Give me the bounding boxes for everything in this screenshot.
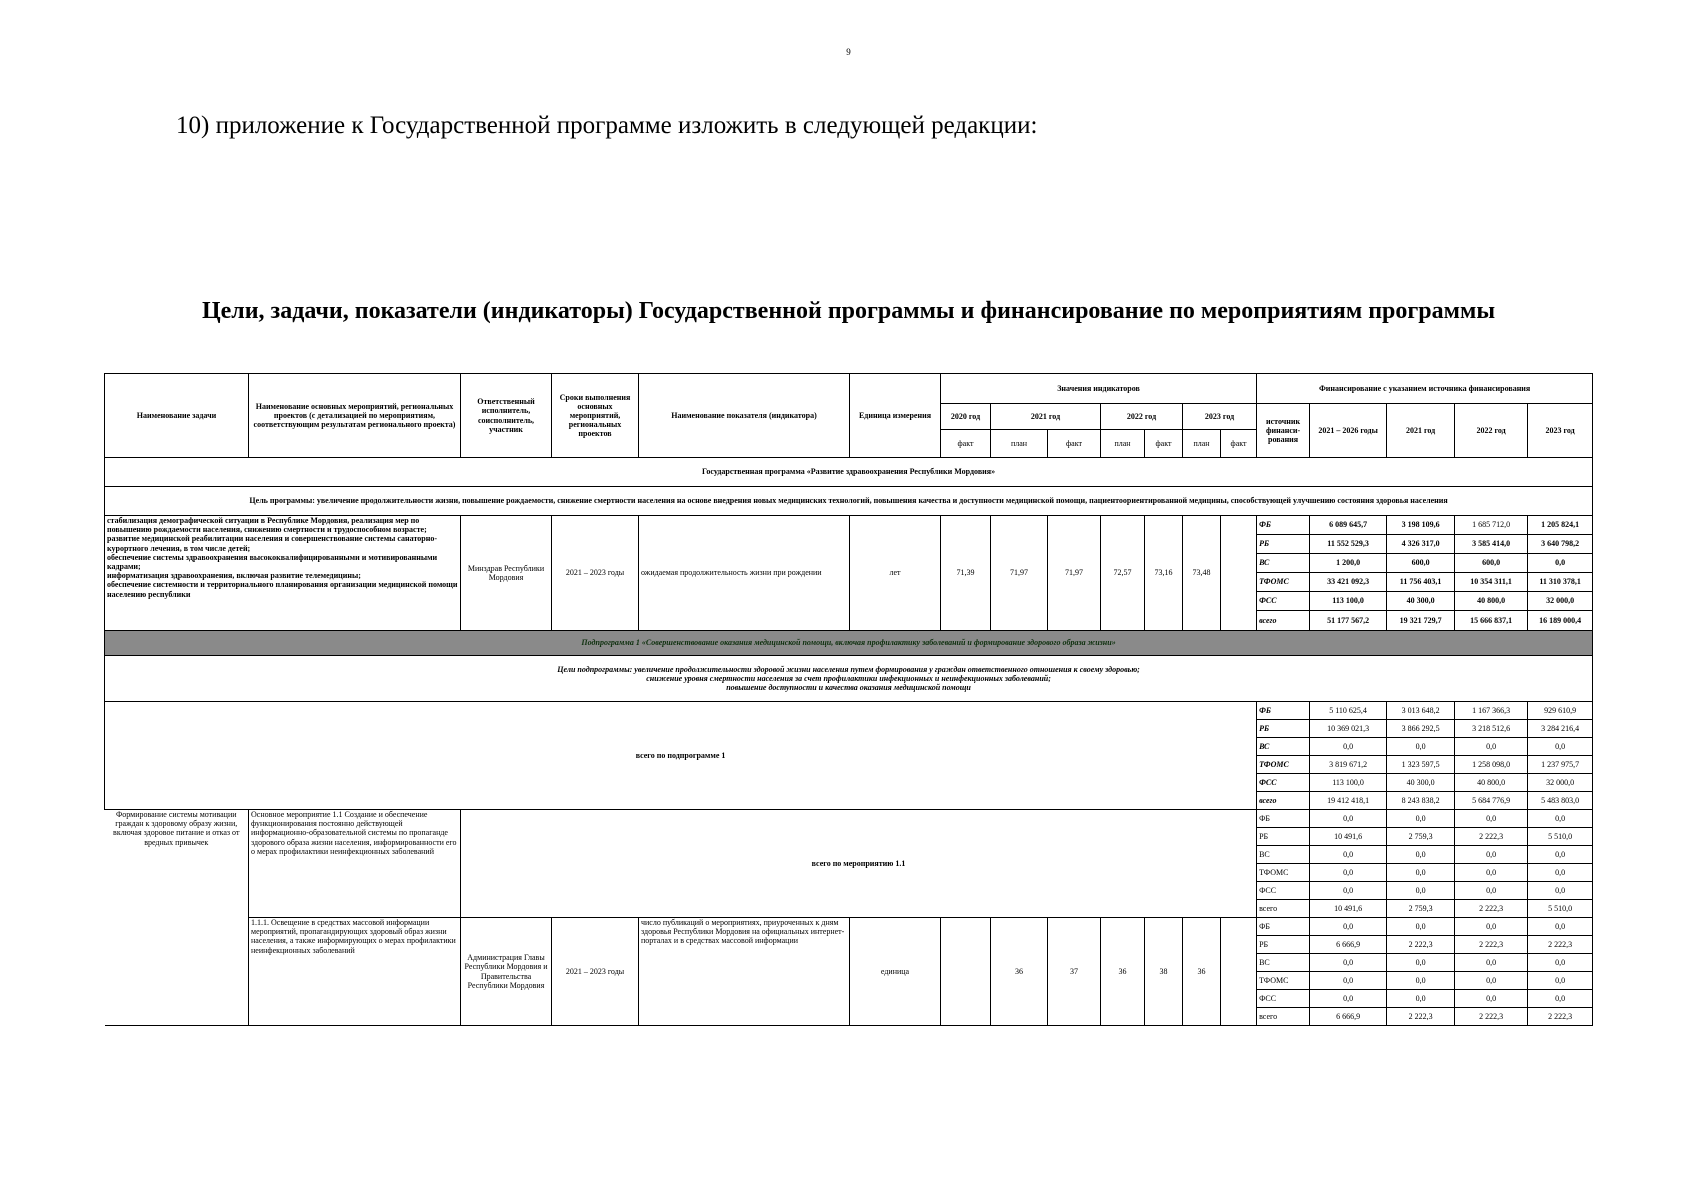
fin-cell: 0,0 <box>1528 810 1593 828</box>
measure111-value: 36 <box>1183 918 1221 1026</box>
measure111-row-0 <box>105 918 1593 936</box>
program-goal: Цель программы: увеличение продолжительности жизни, повышение рождаемости, снижение смертности населения на основе внедрения новых медицинских технологий, повышения качества и доступности медицинской помощи, пациентоориентированной медицины, способствующей улучшению состояния здоровья населения <box>105 487 1593 516</box>
fin-source: ФСС <box>1257 882 1310 900</box>
header-source: источник финанси-рования <box>1257 404 1310 458</box>
fin-cell: 3 585 414,0 <box>1455 535 1528 554</box>
fin-cell: 19 321 729,7 <box>1387 611 1455 631</box>
fin-cell: 10 491,6 <box>1310 900 1387 918</box>
fin-cell: 0,0 <box>1310 738 1387 756</box>
fin-cell: 0,0 <box>1310 990 1387 1008</box>
fin-source: ВС <box>1257 738 1310 756</box>
fin-cell: 1 167 366,3 <box>1455 702 1528 720</box>
fin-cell: 6 666,9 <box>1310 1008 1387 1026</box>
block1-unit: лет <box>850 516 941 631</box>
fin-cell: 0,0 <box>1528 882 1593 900</box>
fin-cell: 10 369 021,3 <box>1310 720 1387 738</box>
fin-cell: 0,0 <box>1310 918 1387 936</box>
fin-cell: 5 510,0 <box>1528 900 1593 918</box>
fin-cell: 0,0 <box>1455 738 1528 756</box>
fin-cell: 1 237 975,7 <box>1528 756 1593 774</box>
measure111-value: 37 <box>1048 918 1101 1026</box>
fin-cell: 0,0 <box>1455 882 1528 900</box>
header-fin-2022: 2022 год <box>1455 404 1528 458</box>
fin-source: всего <box>1257 1008 1310 1026</box>
fin-cell: 0,0 <box>1387 918 1455 936</box>
header-measures: Наименование основных мероприятий, региональных проектов (с детализацией по мероприятиям, соответствующим результатам регионального проекта) <box>249 374 461 458</box>
measure11-task: Формирование системы мотивации граждан к здоровому образу жизни, включая здоровое питание и отказ от вредных привычек <box>105 810 249 1026</box>
fin-source: РБ <box>1257 535 1310 554</box>
fin-cell: 40 800,0 <box>1455 774 1528 792</box>
fin-cell: 5 684 776,9 <box>1455 792 1528 810</box>
fin-cell: 0,0 <box>1455 846 1528 864</box>
block1-terms: 2021 – 2023 годы <box>552 516 639 631</box>
header-fact-2022: факт <box>1145 430 1183 458</box>
measure111-value: 36 <box>991 918 1048 1026</box>
fin-cell: 0,0 <box>1528 738 1593 756</box>
fin-cell: 32 000,0 <box>1528 592 1593 611</box>
fin-cell: 0,0 <box>1387 990 1455 1008</box>
header-unit: Единица измерения <box>850 374 941 458</box>
fin-source: РБ <box>1257 828 1310 846</box>
fin-cell: 0,0 <box>1387 846 1455 864</box>
header-fin-2023: 2023 год <box>1528 404 1593 458</box>
fin-cell: 5 510,0 <box>1528 828 1593 846</box>
measure111-value: 36 <box>1101 918 1145 1026</box>
block1-value: 71,97 <box>1048 516 1101 631</box>
sub1-total-row-0 <box>105 702 1593 720</box>
fin-cell: 2 759,3 <box>1387 900 1455 918</box>
header-row-1 <box>105 374 1593 404</box>
fin-cell: 10 354 311,1 <box>1455 573 1528 592</box>
fin-cell: 33 421 092,3 <box>1310 573 1387 592</box>
page-number: 9 <box>846 47 851 57</box>
fin-cell: 6 089 645,7 <box>1310 516 1387 535</box>
measure111-value <box>941 918 991 1026</box>
fin-source: ТФОМС <box>1257 972 1310 990</box>
fin-source: всего <box>1257 900 1310 918</box>
fin-cell: 8 243 838,2 <box>1387 792 1455 810</box>
fin-cell: 0,0 <box>1310 846 1387 864</box>
header-responsible: Ответственный исполнитель, соисполнитель, участник <box>461 374 552 458</box>
block1-value <box>1221 516 1257 631</box>
fin-cell: 113 100,0 <box>1310 774 1387 792</box>
fin-cell: 0,0 <box>1387 972 1455 990</box>
fin-cell: 0,0 <box>1387 810 1455 828</box>
fin-cell: 2 222,3 <box>1455 900 1528 918</box>
fin-cell: 40 800,0 <box>1455 592 1528 611</box>
header-terms: Сроки выполнения основных мероприятий, региональных проектов <box>552 374 639 458</box>
program-goal-row <box>105 487 1593 516</box>
fin-cell: 2 222,3 <box>1455 828 1528 846</box>
measure111-value: 38 <box>1145 918 1183 1026</box>
fin-cell: 0,0 <box>1528 918 1593 936</box>
header-2023: 2023 год <box>1183 404 1257 430</box>
fin-cell: 4 326 317,0 <box>1387 535 1455 554</box>
fin-cell: 0,0 <box>1455 810 1528 828</box>
block1-value: 71,39 <box>941 516 991 631</box>
fin-cell: 929 610,9 <box>1528 702 1593 720</box>
fin-source: ТФОМС <box>1257 864 1310 882</box>
fin-cell: 0,0 <box>1387 738 1455 756</box>
fin-cell: 5 110 625,4 <box>1310 702 1387 720</box>
fin-cell: 0,0 <box>1528 954 1593 972</box>
measure111-value <box>1221 918 1257 1026</box>
fin-cell: 40 300,0 <box>1387 774 1455 792</box>
fin-cell: 2 222,3 <box>1528 1008 1593 1026</box>
header-fact-2021: факт <box>1048 430 1101 458</box>
measure11-label: всего по мероприятию 1.1 <box>461 810 1257 918</box>
subprogram-row <box>105 631 1593 656</box>
fin-cell: 3 198 109,6 <box>1387 516 1455 535</box>
fin-cell: 19 412 418,1 <box>1310 792 1387 810</box>
fin-source: ФБ <box>1257 516 1310 535</box>
block1-value: 73,48 <box>1183 516 1221 631</box>
fin-cell: 1 200,0 <box>1310 554 1387 573</box>
fin-cell: 15 666 837,1 <box>1455 611 1528 631</box>
block1-value: 73,16 <box>1145 516 1183 631</box>
fin-cell: 0,0 <box>1310 864 1387 882</box>
fin-cell: 0,0 <box>1387 882 1455 900</box>
fin-cell: 0,0 <box>1528 972 1593 990</box>
fin-cell: 0,0 <box>1455 954 1528 972</box>
block1-row-0 <box>105 516 1593 535</box>
fin-cell: 0,0 <box>1387 954 1455 972</box>
fin-cell: 32 000,0 <box>1528 774 1593 792</box>
fin-cell: 0,0 <box>1528 846 1593 864</box>
fin-cell: 10 491,6 <box>1310 828 1387 846</box>
header-fact-2020: факт <box>941 430 991 458</box>
header-task: Наименование задачи <box>105 374 249 458</box>
fin-cell: 2 222,3 <box>1455 1008 1528 1026</box>
program-name-row <box>105 458 1593 487</box>
measure11-name: Основное мероприятие 1.1 Создание и обеспечение функционирования постоянно действующей информационно-образовательной системы по пропаганде здорового образа жизни населения, информированности его о мерах профилактики неинфекционных заболеваний <box>249 810 461 918</box>
measure111-terms: 2021 – 2023 годы <box>552 918 639 1026</box>
block1-indicator: ожидаемая продолжительность жизни при рождении <box>639 516 850 631</box>
fin-cell: 0,0 <box>1387 864 1455 882</box>
fin-cell: 1 258 098,0 <box>1455 756 1528 774</box>
fin-cell: 3 218 512,6 <box>1455 720 1528 738</box>
header-period: 2021 – 2026 годы <box>1310 404 1387 458</box>
program-name: Государственная программа «Развитие здравоохранения Республики Мордовия» <box>105 458 1593 487</box>
fin-cell: 51 177 567,2 <box>1310 611 1387 631</box>
subprogram-title: Подпрограмма 1 «Совершенствование оказания медицинской помощи, включая профилактику заболеваний и формирование здорового образа жизни» <box>105 631 1593 656</box>
fin-cell: 0,0 <box>1455 972 1528 990</box>
subprogram-goals: Цели подпрограммы: увеличение продолжительности здоровой жизни населения путем формирования у граждан ответственного отношения к своему здоровью; снижение уровня смертности населения за счет профилактики инфекционных и неинфекционных заболеваний; повышение доступности и качества оказания медицинской помощи <box>105 656 1593 702</box>
header-2022: 2022 год <box>1101 404 1183 430</box>
header-financing: Финансирование с указанием источника финансирования <box>1257 374 1593 404</box>
measure111-responsible: Администрация Главы Республики Мордовия и Правительства Республики Мордовия <box>461 918 552 1026</box>
header-fact-2023: факт <box>1221 430 1257 458</box>
fin-cell: 113 100,0 <box>1310 592 1387 611</box>
fin-source: ТФОМС <box>1257 756 1310 774</box>
header-indicator: Наименование показателя (индикатора) <box>639 374 850 458</box>
fin-cell: 1 323 597,5 <box>1387 756 1455 774</box>
fin-cell: 16 189 000,4 <box>1528 611 1593 631</box>
fin-cell: 0,0 <box>1528 990 1593 1008</box>
header-2020: 2020 год <box>941 404 991 430</box>
fin-cell: 2 759,3 <box>1387 828 1455 846</box>
fin-cell: 0,0 <box>1455 990 1528 1008</box>
fin-source: всего <box>1257 792 1310 810</box>
fin-source: ВС <box>1257 954 1310 972</box>
fin-source: РБ <box>1257 720 1310 738</box>
fin-source: всего <box>1257 611 1310 631</box>
fin-cell: 11 310 378,1 <box>1528 573 1593 592</box>
fin-cell: 2 222,3 <box>1387 1008 1455 1026</box>
block1-value: 72,57 <box>1101 516 1145 631</box>
fin-cell: 3 013 648,2 <box>1387 702 1455 720</box>
block1-task: стабилизация демографической ситуации в Республике Мордовия, реализация мер по повышению рождаемости населения, снижению смертности и трудоспособном возрасте; развитие медицинской реабилитации населения и совершенствование системы санаторно-курортного лечения, в том числе детей; обеспечение системы здравоохранения высококвалифицированными и мотивированными кадрами; информатизация здравоохранения, включая развитие телемедицины; обеспечение системности и территориального планирования организации медицинской помощи населению республики <box>105 516 461 631</box>
fin-cell: 2 222,3 <box>1455 936 1528 954</box>
fin-cell: 3 640 798,2 <box>1528 535 1593 554</box>
fin-cell: 600,0 <box>1387 554 1455 573</box>
subprogram-goals-row <box>105 656 1593 702</box>
fin-cell: 11 552 529,3 <box>1310 535 1387 554</box>
header-plan-2023: план <box>1183 430 1221 458</box>
header-plan-2022: план <box>1101 430 1145 458</box>
fin-cell: 2 222,3 <box>1528 936 1593 954</box>
fin-cell: 1 205 824,1 <box>1528 516 1593 535</box>
fin-cell: 2 222,3 <box>1387 936 1455 954</box>
fin-cell: 6 666,9 <box>1310 936 1387 954</box>
header-values: Значения индикаторов <box>941 374 1257 404</box>
header-fin-2021: 2021 год <box>1387 404 1455 458</box>
fin-source: ВС <box>1257 554 1310 573</box>
fin-cell: 40 300,0 <box>1387 592 1455 611</box>
measure11-row-0 <box>105 810 1593 828</box>
block1-value: 71,97 <box>991 516 1048 631</box>
document-title: Цели, задачи, показатели (индикаторы) Государственной программы и финансирование по мероприятиям программы <box>201 298 1496 324</box>
header-plan-2021: план <box>991 430 1048 458</box>
fin-cell: 0,0 <box>1310 882 1387 900</box>
fin-cell: 11 756 403,1 <box>1387 573 1455 592</box>
fin-source: ФСС <box>1257 990 1310 1008</box>
fin-cell: 0,0 <box>1310 972 1387 990</box>
block1-responsible: Минздрав Республики Мордовия <box>461 516 552 631</box>
fin-cell: 0,0 <box>1528 554 1593 573</box>
intro-paragraph: 10) приложение к Государственной программе изложить в следующей редакции: <box>176 112 1038 139</box>
sub1-total-label: всего по подпрограмме 1 <box>105 702 1257 810</box>
fin-source: ФБ <box>1257 810 1310 828</box>
fin-source: ТФОМС <box>1257 573 1310 592</box>
fin-cell: 0,0 <box>1528 864 1593 882</box>
fin-cell: 3 284 216,4 <box>1528 720 1593 738</box>
fin-cell: 600,0 <box>1455 554 1528 573</box>
program-table <box>104 373 1593 1026</box>
fin-cell: 1 685 712,0 <box>1455 516 1528 535</box>
fin-cell: 0,0 <box>1310 954 1387 972</box>
fin-cell: 0,0 <box>1310 810 1387 828</box>
fin-source: ФБ <box>1257 918 1310 936</box>
fin-source: ФСС <box>1257 592 1310 611</box>
fin-source: ФБ <box>1257 702 1310 720</box>
measure111-indicator: число публикаций о мероприятиях, приуроченных к дням здоровья Республики Мордовия на официальных интернет-порталах и в средствах массовой информации <box>639 918 850 1026</box>
fin-cell: 3 819 671,2 <box>1310 756 1387 774</box>
fin-source: ФСС <box>1257 774 1310 792</box>
measure111-unit: единица <box>850 918 941 1026</box>
fin-cell: 5 483 803,0 <box>1528 792 1593 810</box>
fin-cell: 0,0 <box>1455 918 1528 936</box>
measure111-name: 1.1.1. Освещение в средствах массовой информации мероприятий, пропагандирующих здоровый образ жизни населения, а также информирующих о мерах профилактики неинфекционных заболеваний <box>249 918 461 1026</box>
fin-source: РБ <box>1257 936 1310 954</box>
fin-source: ВС <box>1257 846 1310 864</box>
header-2021: 2021 год <box>991 404 1101 430</box>
fin-cell: 0,0 <box>1455 864 1528 882</box>
fin-cell: 3 866 292,5 <box>1387 720 1455 738</box>
